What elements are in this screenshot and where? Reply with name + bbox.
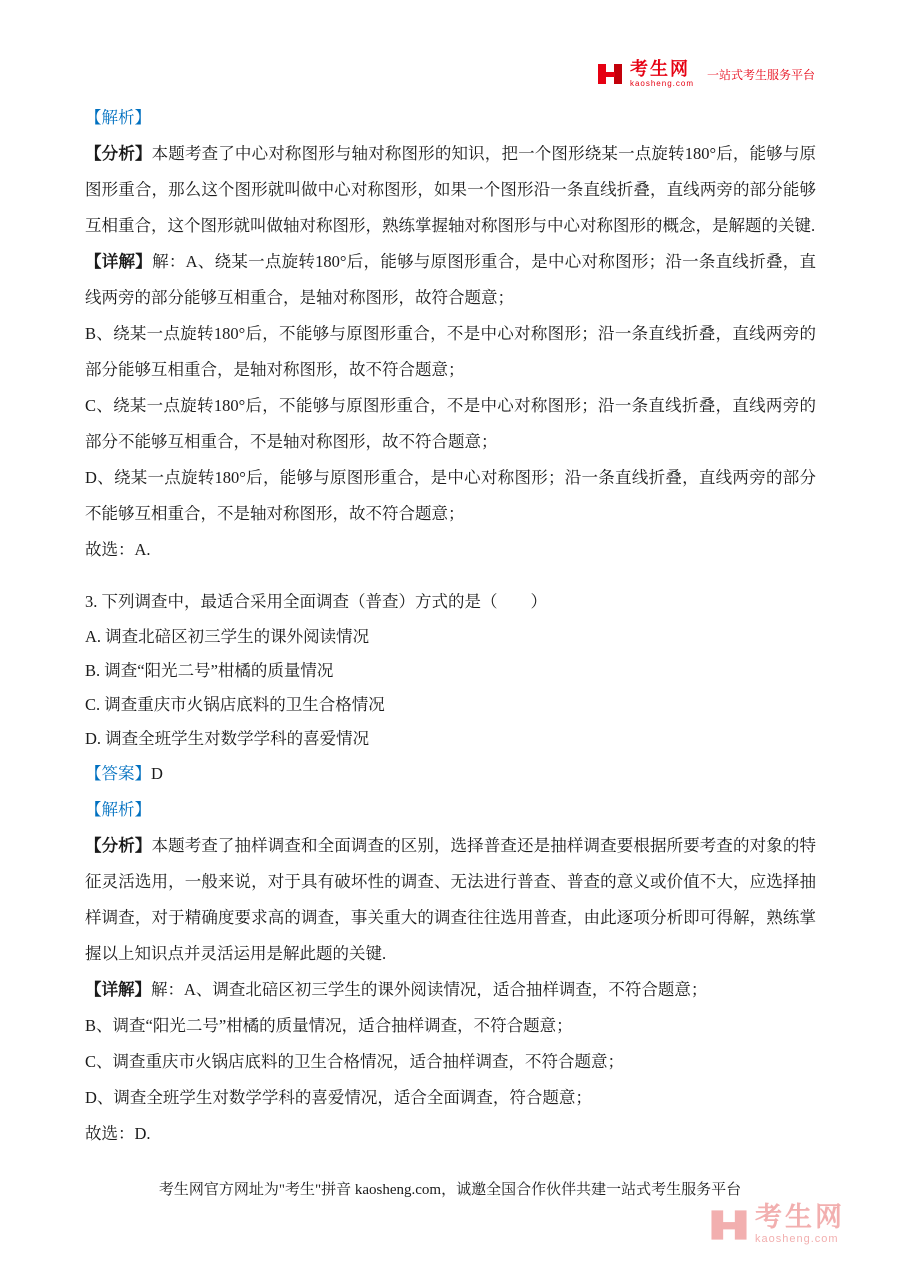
- option-item: [85, 654, 816, 688]
- block-text: D. 调查全班学生对数学学科的喜爱情况: [85, 729, 370, 748]
- answer-label: 【答案】: [85, 764, 151, 783]
- section-label: 【分析】: [85, 836, 152, 855]
- block-text: 故选：A.: [85, 540, 151, 559]
- kaosheng-logo-icon: [597, 61, 623, 87]
- block-text: 解：A、调查北碚区初三学生的课外阅读情况，适合抽样调查，不符合题意；: [151, 980, 708, 999]
- block-text: 解：A、绕某一点旋转180°后，能够与原图形重合，是中心对称图形；沿一条直线折叠，直线两旁的部分能够互相重合，是轴对称图形，故符合题意；: [85, 252, 817, 307]
- block-text: A. 调查北碚区初三学生的课外阅读情况: [85, 627, 370, 646]
- block-text: 3. 下列调查中，最适合采用全面调查（普查）方式的是（ ）: [85, 592, 547, 611]
- section-label: 【详解】: [85, 252, 153, 271]
- block-text: 本题考查了抽样调查和全面调查的区别，选择普查还是抽样调查要根据所要考查的对象的特征灵活选用，一般来说，对于具有破坏性的调查、无法进行普查、普查的意义或价值不大，应选择抽样调查，对于精确度要求高的调查，事关重大的调查往往选用普查，由此逐项分析即可得解，熟练掌握以上知识点并灵活运用是解此题的关键.: [85, 836, 817, 963]
- watermark: [710, 1204, 845, 1245]
- block-text: B. 调查“阳光二号”柑橘的质量情况: [85, 661, 334, 680]
- watermark-domain: kaosheng.com: [755, 1233, 839, 1245]
- block-text: 【解析】: [85, 108, 151, 127]
- block-text: C. 调查重庆市火锅店底料的卫生合格情况: [85, 695, 385, 714]
- block-text: C、调查重庆市火锅店底料的卫生合格情况，适合抽样调查，不符合题意；: [85, 1052, 625, 1071]
- block-text: D: [151, 764, 163, 783]
- watermark-logo-icon: [710, 1206, 748, 1244]
- paragraph: [85, 1008, 816, 1044]
- brand-tagline: 一站式考生服务平台: [706, 67, 815, 82]
- document-body: [85, 100, 816, 1152]
- question-text: [85, 584, 816, 620]
- paragraph: [85, 1044, 816, 1080]
- block-text: B、调查“阳光二号”柑橘的质量情况，适合抽样调查，不符合题意；: [85, 1016, 573, 1035]
- block-text: 本题考查了中心对称图形与轴对称图形的知识，把一个图形绕某一点旋转180°后，能够与原图形重合，那么这个图形就叫做中心对称图形，如果一个图形沿一条直线折叠，直线两旁的部分能够互相重合，这个图形就叫做轴对称图形，熟练掌握轴对称图形与中心对称图形的概念，是解题的关键.: [85, 144, 816, 235]
- block-text: D、绕某一点旋转180°后，能够与原图形重合，是中心对称图形；沿一条直线折叠，直线两旁的部分不能够互相重合，不是轴对称图形，故不符合题意；: [85, 468, 816, 523]
- block-text: B、绕某一点旋转180°后，不能够与原图形重合，不是中心对称图形；沿一条直线折叠，直线两旁的部分能够互相重合，是轴对称图形，故不符合题意；: [85, 324, 816, 379]
- paragraph: [85, 136, 816, 244]
- option-item: [85, 722, 816, 756]
- brand-text-stack: [630, 60, 694, 88]
- paragraph: [85, 1080, 816, 1116]
- brand-domain: kaosheng.com: [629, 79, 694, 88]
- paragraph: [85, 828, 816, 972]
- paragraph: [85, 972, 816, 1008]
- watermark-brand: 考生网: [755, 1202, 845, 1232]
- footer-text: 考生网官方网址为"考生"拼音 kaosheng.com，诚邀全国合作伙伴共建一站式考生服务平台: [158, 1182, 742, 1198]
- analysis-label: [85, 792, 816, 828]
- header-logo: [597, 60, 815, 88]
- section-label: 【分析】: [85, 144, 152, 163]
- option-item: [85, 688, 816, 722]
- paragraph: [85, 1116, 816, 1152]
- analysis-label: [85, 100, 816, 136]
- paragraph: [85, 532, 816, 568]
- brand-name: 考生网: [629, 59, 690, 79]
- block-text: D、调查全班学生对数学学科的喜爱情况，适合全面调查，符合题意；: [85, 1088, 592, 1107]
- paragraph: [85, 460, 816, 532]
- paragraph: [85, 316, 816, 388]
- block-text: 【解析】: [85, 800, 151, 819]
- answer-line: [85, 756, 816, 792]
- section-label: 【详解】: [85, 980, 151, 999]
- block-text: C、绕某一点旋转180°后，不能够与原图形重合，不是中心对称图形；沿一条直线折叠，直线两旁的部分不能够互相重合，不是轴对称图形，故不符合题意；: [85, 396, 816, 451]
- paragraph: [85, 244, 816, 316]
- block-text: 故选：D.: [85, 1124, 151, 1143]
- watermark-text-stack: [755, 1204, 845, 1245]
- paragraph: [85, 388, 816, 460]
- option-item: [85, 620, 816, 654]
